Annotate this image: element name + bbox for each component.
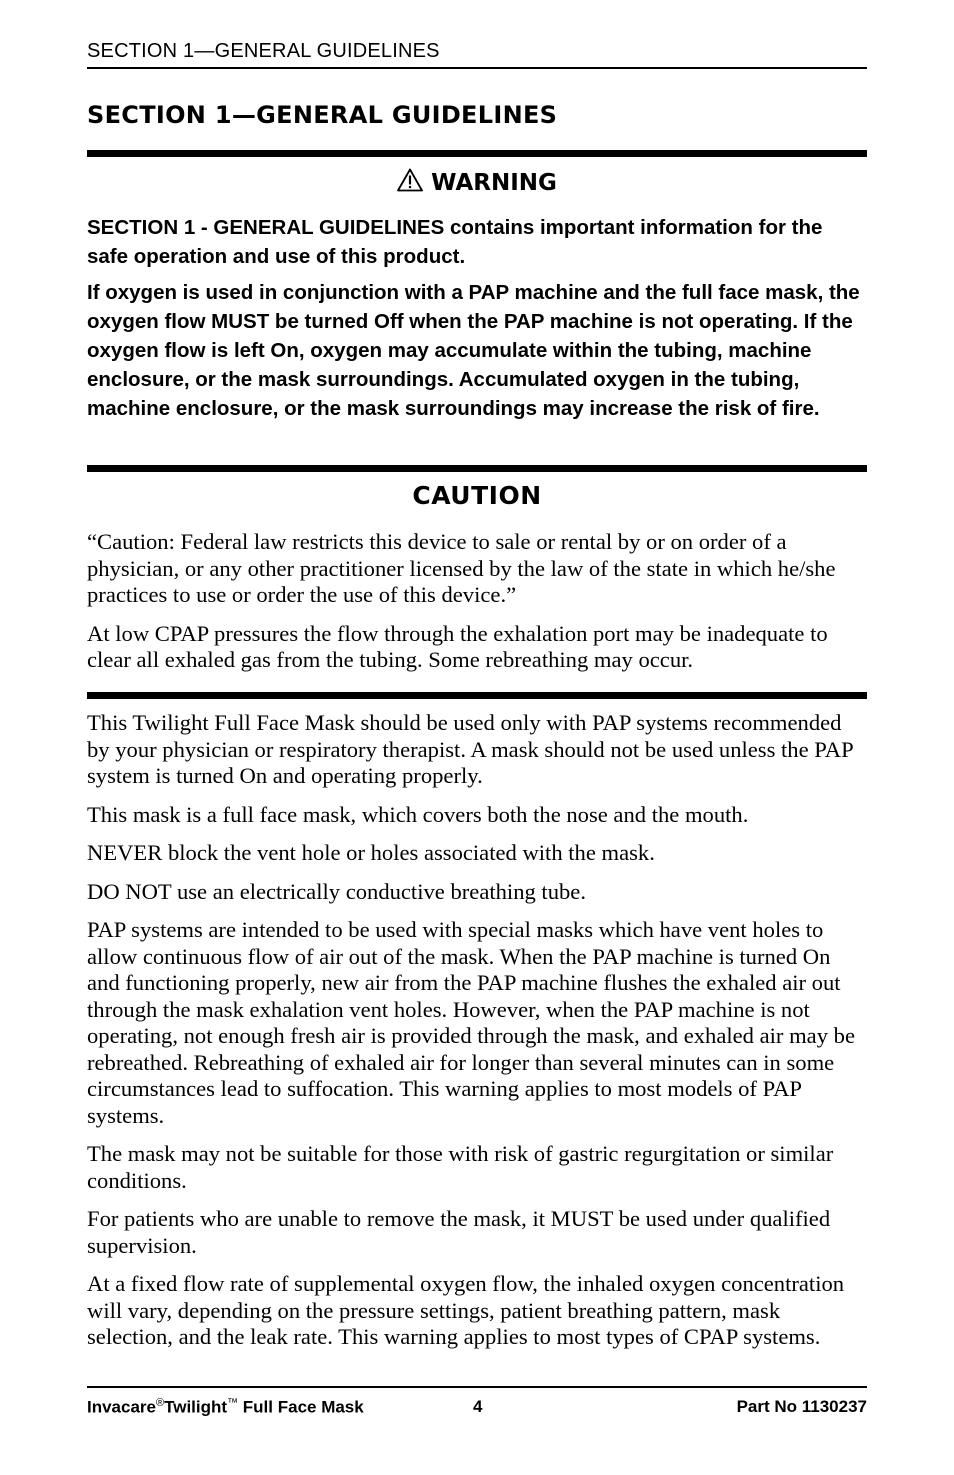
caution-paragraph: “Caution: Federal law restricts this device to sale or rental by or on order of a physician, or any other practitioner licensed by the law of the state in which he/she practices to use or order the use of this device.” xyxy=(87,529,836,607)
warning-lead-paragraph xyxy=(87,213,867,271)
warning-lead-rest: contains important information for the safe operation and use of this product. xyxy=(87,216,823,268)
warning-text xyxy=(87,213,867,430)
body-paragraph: NEVER block the vent hole or holes associated with the mask. xyxy=(87,840,655,865)
body-text xyxy=(87,710,867,1363)
footer-rule xyxy=(87,1386,867,1388)
trademark-mark: ™ xyxy=(227,1397,239,1409)
footer-brand: Invacare xyxy=(87,1397,156,1417)
caution-top-rule xyxy=(87,465,867,472)
warning-lead-bold: SECTION 1 - GENERAL GUIDELINES xyxy=(87,216,445,239)
running-header: SECTION 1—GENERAL GUIDELINES xyxy=(87,40,440,62)
body-paragraph: For patients who are unable to remove the mask, it MUST be used under qualified supervision. xyxy=(87,1206,831,1258)
warning-paragraph: If oxygen is used in conjunction with a PAP machine and the full face mask, the oxygen flow MUST be turned Off when the PAP machine is not operating. If the oxygen flow is left On, oxygen may accumulate within the tubing, machine enclosure, or the mask surroundings. Accumulated oxygen in the tubing, machine enclosure, or the mask surroundings may increase the risk of fire. xyxy=(87,281,860,420)
page-footer xyxy=(87,1397,867,1421)
caution-bottom-rule xyxy=(87,692,867,699)
warning-heading-text: WARNING xyxy=(431,170,557,196)
caution-text xyxy=(87,529,867,686)
body-paragraph: This Twilight Full Face Mask should be used only with PAP systems recommended by your physician or respiratory therapist. A mask should not be used unless the PAP system is turned On and operating properly. xyxy=(87,710,853,788)
body-paragraph: This mask is a full face mask, which covers both the nose and the mouth. xyxy=(87,801,749,827)
body-paragraph: PAP systems are intended to be used with special masks which have vent holes to allow continuous flow of air out of the mask. When the PAP machine is turned On and functioning properly, new air from the PAP machine flushes the exhaled air out through the mask exhalation vent holes. However, when the PAP machine is not operating, not enough fresh air is provided through the mask, and exhaled air may be rebreathed. Rebreathing of exhaled air for longer than several minutes can in some circumstances lead to suffocation. This warning applies to most models of PAP systems. xyxy=(87,917,855,1128)
body-paragraph: At a fixed flow rate of supplemental oxygen flow, the inhaled oxygen concentration will vary, depending on the pressure settings, patient breathing pattern, mask selection, and the leak rate. This warning applies to most types of CPAP systems. xyxy=(87,1271,845,1349)
section-title: SECTION 1—GENERAL GUIDELINES xyxy=(87,101,558,129)
footer-product-name xyxy=(87,1397,364,1418)
footer-page-number: 4 xyxy=(473,1397,483,1416)
footer-product-rest: Full Face Mask xyxy=(238,1397,364,1417)
footer-part-number: Part No 1130237 xyxy=(736,1397,867,1416)
warning-heading xyxy=(87,168,867,198)
body-paragraph: The mask may not be suitable for those with risk of gastric regurgitation or similar conditions. xyxy=(87,1141,834,1193)
caution-paragraph: At low CPAP pressures the flow through the exhalation port may be inadequate to clear all exhaled gas from the tubing. Some rebreathing may occur. xyxy=(87,620,828,672)
registered-mark: ® xyxy=(156,1397,165,1409)
body-paragraph: DO NOT use an electrically conductive breathing tube. xyxy=(87,878,586,904)
header-rule xyxy=(87,67,867,69)
warning-triangle-icon xyxy=(397,168,423,198)
footer-product: Twilight xyxy=(164,1397,228,1417)
warning-top-rule xyxy=(87,150,867,157)
caution-heading: CAUTION xyxy=(412,481,542,510)
